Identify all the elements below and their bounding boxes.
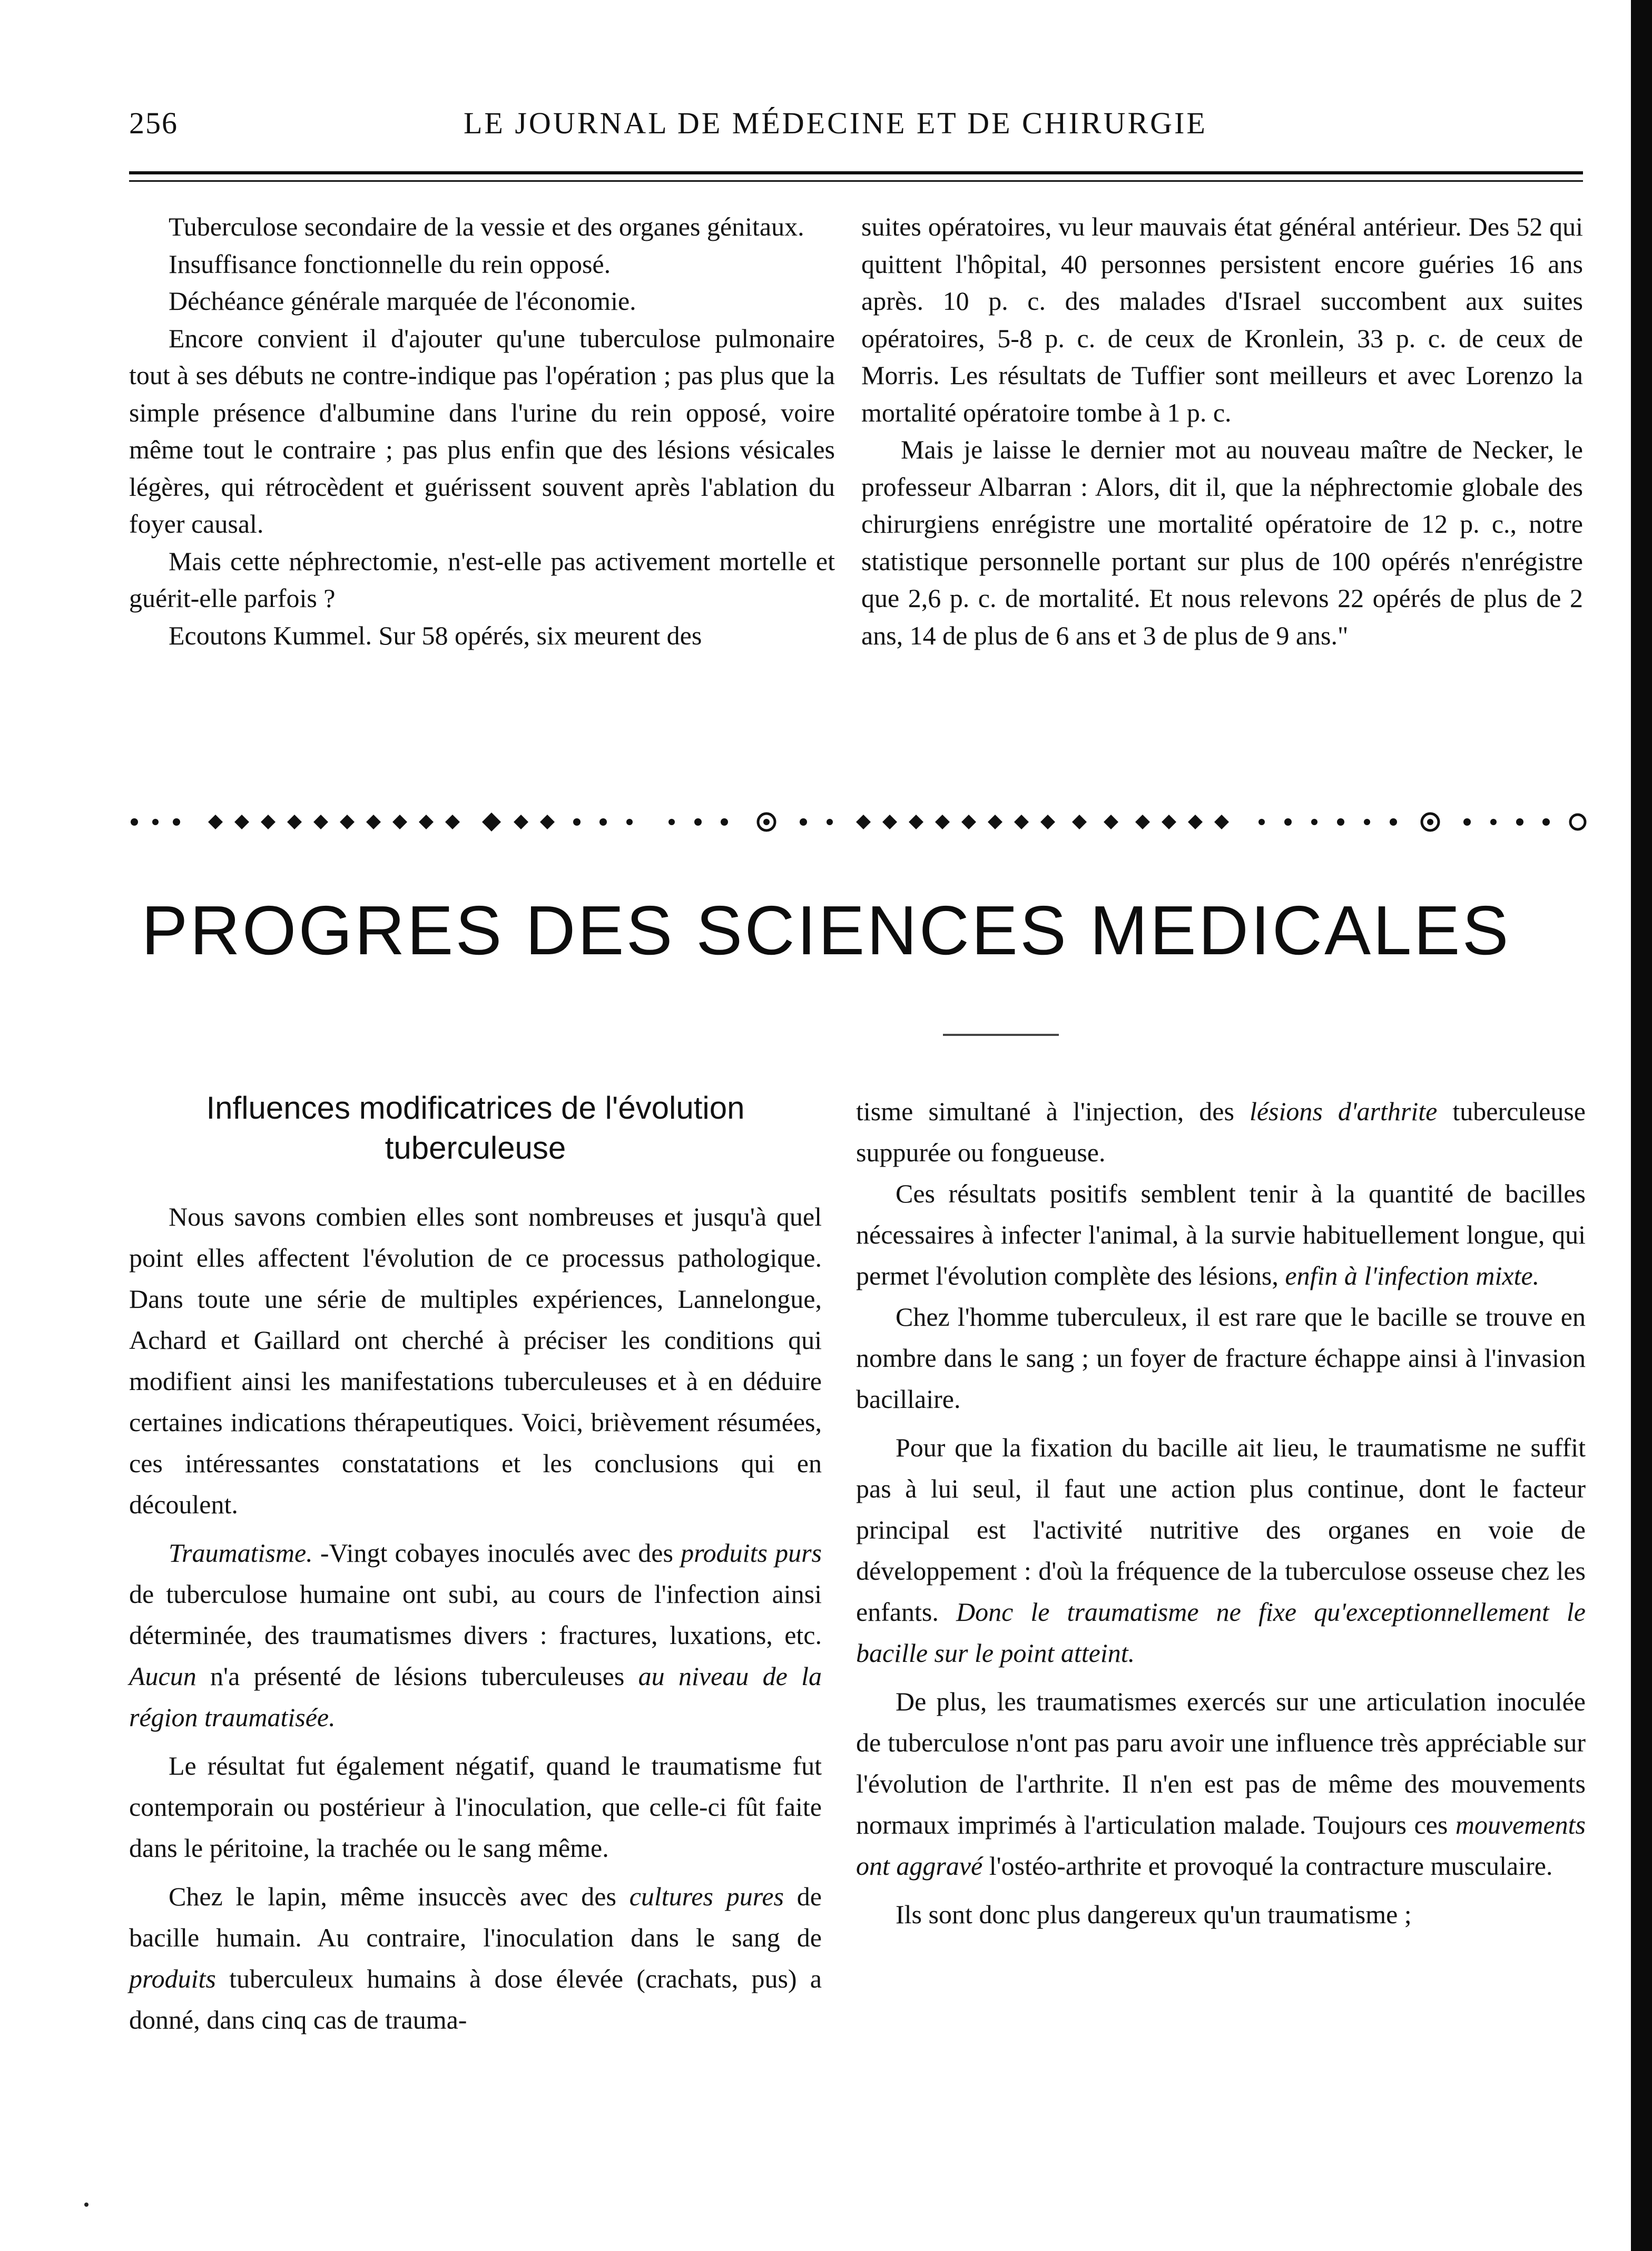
running-header	[0, 105, 1652, 158]
italic-text: mouvements ont aggravé	[856, 1810, 1586, 1881]
italic-text: au niveau de la région traumatisée.	[129, 1661, 822, 1732]
text-run: de tuberculose humaine ont subi, au cours de l'infection ainsi déterminée, des traumatismes divers : fractures, luxations, etc.	[129, 1579, 822, 1650]
journal-title: LE JOURNAL DE MÉDECINE ET DE CHIRURGIE	[464, 106, 1207, 140]
paragraph: Chez l'homme tuberculeux, il est rare que le bacille se trouve en nombre dans le sang ; un foyer de fracture échappe ainsi à l'invasion bacillaire.	[856, 1302, 1586, 1414]
text-run: tuberculeux humains à dose élevée (crachats, pus) a donné, dans cinq cas de trauma-	[129, 1964, 822, 2034]
title-divider	[943, 1034, 1059, 1036]
text-run: tuberculeuse suppurée ou fongueuse.	[856, 1097, 1586, 1167]
paragraph	[129, 1876, 822, 2040]
header-rule	[129, 171, 1583, 174]
paragraph	[856, 1091, 1586, 1173]
italic-text: cultures pures	[629, 1882, 784, 1911]
text-run: De plus, les traumatismes exercés sur une articulation inoculée de tuberculose n'ont pas paru avoir une influence très appréciable sur l'évolution de l'arthrite. Il n'en est pas de même des mouvements normaux imprimés à l'articulation malade. Toujours ces	[856, 1687, 1586, 1839]
italic-text: Aucun	[129, 1661, 196, 1691]
italic-text: Donc le traumatisme ne fixe qu'exceptionnellement le bacille sur le point atteint.	[856, 1597, 1586, 1668]
top-right-column	[861, 208, 1583, 654]
article-title: Influences modificatrices de l'évolution tuberculeuse	[206, 1090, 745, 1166]
paragraph: Déchéance générale marquée de l'économie.	[169, 286, 636, 316]
text-run: n'a présenté de lésions tuberculeuses	[196, 1661, 638, 1691]
paragraph	[129, 1532, 822, 1738]
paragraph: Encore convient il d'ajouter qu'une tuberculose pulmonaire tout à ses débuts ne contre-indique pas l'opération ; pas plus que la simple présence d'albumine dans l'urine du rein opposé, voire même tout le contraire ; pas plus enfin que des lésions vésicales légères, qui rétrocèdent et guérissent souvent après l'ablation du foyer causal.	[129, 323, 835, 539]
text-run: Chez le lapin, même insuccès avec des	[169, 1882, 630, 1911]
paragraph: Le résultat fut également négatif, quand le traumatisme fut contemporain ou postérieur à l'inoculation, que celle-ci fût faite dans le péritoine, la trachée ou le sang même.	[129, 1751, 822, 1863]
paragraph	[856, 1427, 1586, 1673]
italic-text: produits	[129, 1964, 216, 1993]
paragraph: Tuberculose secondaire de la vessie et des organes génitaux.	[169, 212, 804, 241]
page-number: 256	[129, 106, 178, 140]
text-run: l'ostéo-arthrite et provoqué la contracture musculaire.	[982, 1851, 1553, 1881]
paragraph	[856, 1173, 1586, 1296]
text-run: Pour que la fixation du bacille ait lieu, le traumatisme ne suffit pas à lui seul, il faut une action plus continue, dont le facteur principal est l'activité nutritive des organes en voie de développement : d'où la fréquence de la tuberculose osseuse chez les enfants.	[856, 1433, 1586, 1627]
paragraph: Ecoutons Kummel. Sur 58 opérés, six meurent des	[169, 620, 702, 650]
paragraph: Insuffisance fonctionnelle du rein opposé.	[169, 249, 611, 279]
text-run: de bacille humain. Au contraire, l'inoculation dans le sang de	[129, 1882, 822, 1952]
paragraph: Mais je laisse le dernier mot au nouveau maître de Necker, le professeur Albarran : Alors, dit il, que la néphrectomie globale des chirurgiens enrégistre une mortalité opératoire de 12 p. c., notre statistique personnelle portant sur plus de 100 opérés n'enrégistre que 2,6 p. c. de mortalité. Et nous relevons 22 opérés de plus de 2 ans, 14 de plus de 6 ans et 3 de plus de 9 ans."	[861, 435, 1583, 650]
page-edge-shadow	[1631, 0, 1652, 2251]
text-run: tisme simultané à l'injection, des	[856, 1097, 1250, 1126]
print-speck	[84, 2203, 88, 2207]
italic-text: enfin à l'infection mixte.	[1285, 1261, 1540, 1290]
paragraph: Mais cette néphrectomie, n'est-elle pas activement mortelle et guérit-elle parfois ?	[129, 546, 835, 613]
article-left-column	[129, 1196, 822, 2040]
text-run: Ces résultats positifs semblent tenir à la quantité de bacilles nécessaires à infecter l'animal, à la survie habituellement longue, qui permet l'évolution complète des lésions,	[856, 1179, 1586, 1290]
italic-text: Traumatisme.	[169, 1538, 313, 1568]
text-run: -Vingt cobayes inoculés avec des	[312, 1538, 681, 1568]
paragraph	[856, 1681, 1586, 1886]
section-title: PROGRES DES SCIENCES MEDICALES	[141, 892, 1511, 969]
paragraph: suites opératoires, vu leur mauvais état général antérieur. Des 52 qui quittent l'hôpital, 40 personnes persistent encore guéries 16 ans après. 10 p. c. des malades d'Israel succombent aux suites opératoires, 5-8 p. c. de ceux de Kronlein, 33 p. c. de ceux de Morris. Les résultats de Tuffier sont meilleurs et avec Lorenzo la mortalité opératoire tombe à 1 p. c.	[861, 212, 1583, 427]
top-left-column	[129, 208, 835, 654]
paragraph: Ils sont donc plus dangereux qu'un traumatisme ;	[896, 1900, 1412, 1929]
ornamental-divider	[124, 806, 1594, 838]
italic-text: lésions d'arthrite	[1249, 1097, 1438, 1126]
article-right-column	[856, 1091, 1586, 1935]
paragraph: Nous savons combien elles sont nombreuses et jusqu'à quel point elles affectent l'évolution de ce processus pathologique. Dans toute une série de multiples expériences, Lannelongue, Achard et Gaillard ont cherché à préciser les conditions qui modifient ainsi les manifestations tuberculeuses et à en déduire certaines indications thérapeutiques. Voici, brièvement résumées, ces intéressantes constatations et les conclusions qui en découlent.	[129, 1202, 822, 1519]
header-rule-thin	[129, 180, 1583, 182]
italic-text: produits purs	[681, 1538, 822, 1568]
